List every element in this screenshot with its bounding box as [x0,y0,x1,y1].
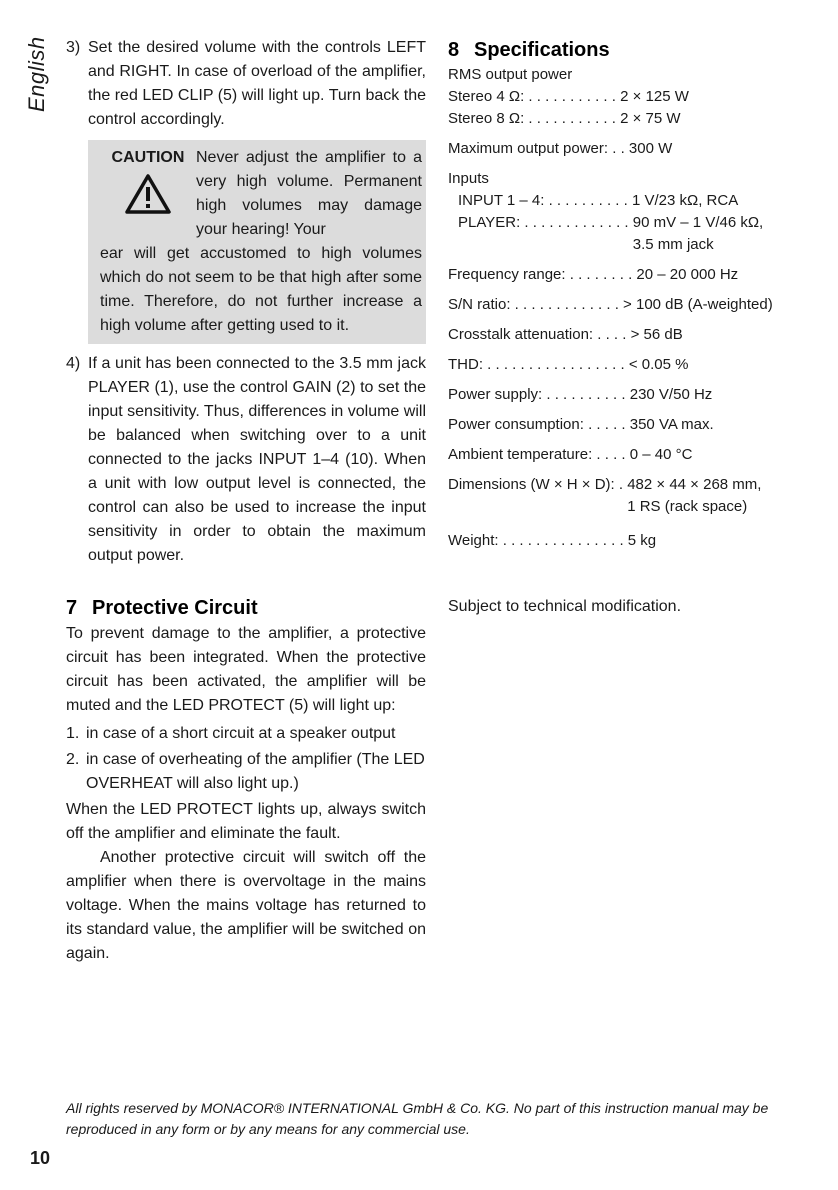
spec-row: Power consumption: . . . . . 350 VA max. [448,416,714,433]
list-text: in case of overheating of the amplifier (The LED OVERHEAT will also light up.) [86,751,425,792]
left-column [66,36,426,966]
section-heading [66,594,426,622]
step-3 [66,36,426,132]
warning-triangle-icon [125,174,171,214]
spec-rms [448,64,818,130]
spec-row: Crosstalk attenuation: . . . . > 56 dB [448,326,683,343]
list-item [66,748,426,796]
condition-list [66,722,426,796]
step-number: 3) [66,39,81,56]
list-item [66,722,426,746]
spec-row: Stereo 4 Ω: . . . . . . . . . . . 2 × 125 W [448,88,689,105]
caution-box [88,140,426,344]
spec-row: 3.5 mm jack [632,236,714,253]
spec-row: Power supply: . . . . . . . . . . 230 V/50 Hz [448,386,713,403]
spec-dimensions: Dimensions (W × H × D): . 482 × 44 × 268 mm, 1 RS (rack space) [448,476,762,515]
section-intro: To prevent damage to the amplifier, a protective circuit has been integrated. When the protective circuit has been activated, the amplifier will be muted and the LED PROTECT (5) will light up: [66,625,426,714]
spec-row: Frequency range: . . . . . . . . 20 – 20 000 Hz [448,266,739,283]
page-number: 10 [30,1148,51,1168]
step-number: 4) [66,355,81,372]
section-title: Specifications [474,39,610,61]
step-text: If a unit has been connected to the 3.5 mm jack PLAYER (1), use the control GAIN (2) to set the input sensitivity. Thus, differences in volume will be balanced when switching over to a unit connected to the jacks INPUT 1–4 (10). When a unit with low output level is connected, the control can also be used to increase the input sensitivity in order to obtain the maximum output power. [88,355,426,564]
spec-row: Ambient temperature: . . . . 0 – 40 °C [448,446,693,463]
section-number: 7 [66,597,78,619]
caution-text-rest: ear will get accustomed to high volumes which do not seem to be that high after some time. Therefore, do not further increase a high volume after getting used to it. [100,245,422,334]
section-number: 8 [448,39,460,61]
paragraph: When the LED PROTECT lights up, always switch off the amplifier and eliminate the fault. [66,801,426,842]
section-heading [448,36,818,64]
right-column [448,36,818,618]
spec-inputs [448,168,818,256]
spec-row: Maximum output power: . . 300 W [448,140,673,157]
caution-label: CAUTION [111,149,185,166]
step-4 [66,352,426,568]
spec-row: PLAYER: . . . . . . . . . . . . . 90 mV – 1 V/46 kΩ, [458,214,764,231]
list-number: 2. [66,751,80,768]
paragraph: Another protective circuit will switch off the amplifier when there is overvoltage in the mains voltage. When the mains voltage has returned to its standard value, the amplifier will be switched on again. [66,849,426,962]
spec-row: INPUT 1 – 4: . . . . . . . . . . 1 V/23 kΩ, RCA [458,192,739,209]
list-text: in case of a short circuit at a speaker output [86,725,396,742]
modification-note: Subject to technical modification. [448,598,682,615]
spec-row: Weight: . . . . . . . . . . . . . . . 5 kg [448,532,657,549]
spec-row: THD: . . . . . . . . . . . . . . . . . < 0.05 % [448,356,689,373]
spec-row: S/N ratio: . . . . . . . . . . . . . > 100 dB (A-weighted) [448,296,773,313]
spec-label: Inputs [448,170,489,187]
section-protective-circuit [66,594,426,966]
section-title: Protective Circuit [92,597,258,619]
language-side-label: English [24,36,49,112]
spec-row: Stereo 8 Ω: . . . . . . . . . . . 2 × 75 W [448,110,681,127]
caution-text-side: Never adjust the amplifier to a very high volume. Permanent high volumes may damage your hearing! Your [196,149,422,238]
list-number: 1. [66,725,80,742]
copyright-footer: All rights reserved by MONACOR® INTERNATIONAL GmbH & Co. KG. No part of this instruction manual may be reproduced in any form or by any means for any commercial use. [66,1100,769,1137]
step-text: Set the desired volume with the controls LEFT and RIGHT. In case of overload of the amplifier, the red LED CLIP (5) will light up. Turn back the control accordingly. [88,39,426,128]
spec-label: RMS output power [448,66,573,83]
